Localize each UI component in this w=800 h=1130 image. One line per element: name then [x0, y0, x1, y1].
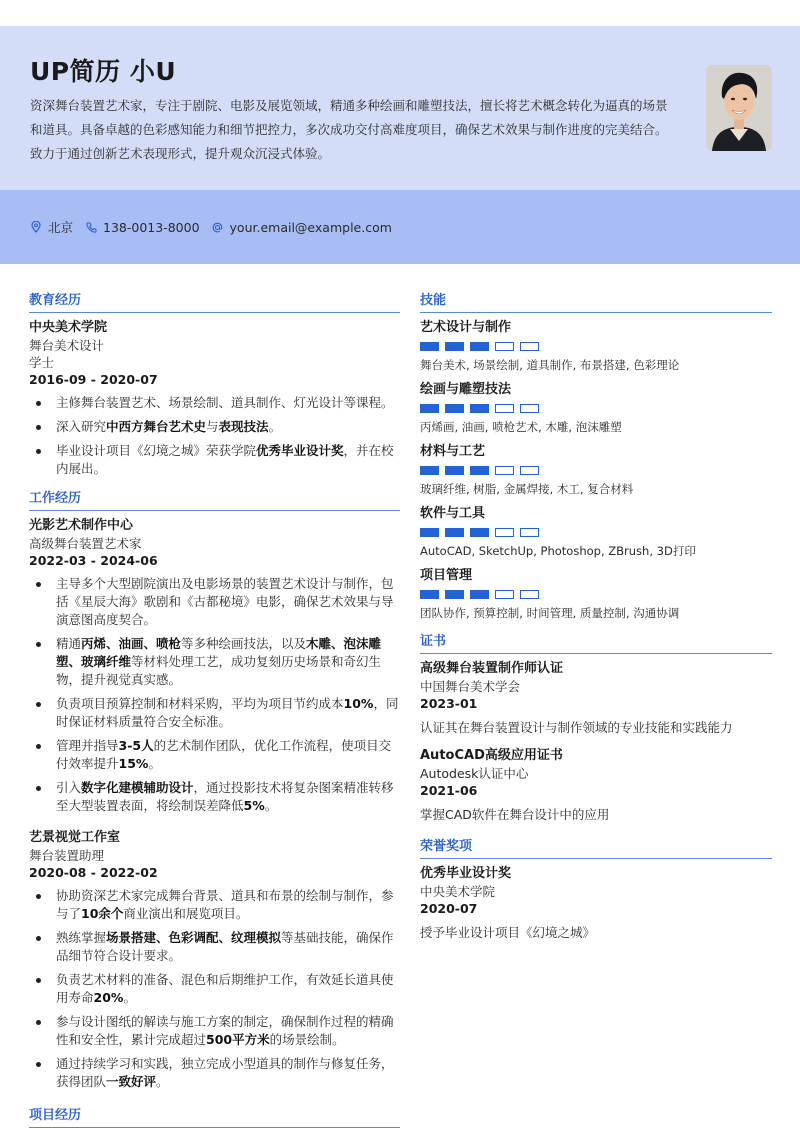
award-name: 优秀毕业设计奖: [420, 866, 512, 881]
certificate-date: 2023-01: [420, 696, 478, 711]
skill-item: [420, 381, 772, 435]
skill-level-meter: [420, 404, 772, 413]
school-name: 中央美术学院: [29, 320, 108, 335]
certificate-issuer: Autodesk认证中心: [420, 766, 529, 781]
skill-tags: AutoCAD, SketchUp, Photoshop, ZBrush, 3D打印: [420, 544, 696, 558]
skill-name: 项目管理: [420, 568, 473, 583]
level-filled-icon: [420, 404, 439, 413]
bullet-text: 主导多个大型剧院演出及电影场景的装置艺术设计与制作，包括《星辰大海》歌剧和《古都秘境》电影，确保艺术效果与导演意图高度契合。: [56, 576, 394, 627]
skill-name: 软件与工具: [420, 506, 486, 521]
avatar-photo-icon: [706, 65, 772, 151]
education-bullets: [29, 394, 400, 478]
skill-item: [420, 567, 772, 621]
level-empty-icon: [520, 404, 539, 413]
bullet-item: [29, 779, 400, 815]
bullet-text: 。: [268, 419, 282, 434]
section-title-education: 教育经历: [29, 292, 400, 313]
resume-body: [0, 264, 800, 1130]
avatar: [706, 65, 772, 151]
bullet-text: 主修舞台装置艺术、场景绘制、道具制作、灯光设计等课程。: [56, 395, 394, 410]
certificate-name: AutoCAD高级应用证书: [420, 748, 563, 763]
highlight-text: 数字化建模辅助设计: [81, 780, 194, 795]
bullet-item: [29, 929, 400, 965]
skill-level-meter: [420, 590, 772, 599]
award-issuer: 中央美术学院: [420, 884, 496, 899]
bullet-text: 的艺术制作团队，优化工作流程，使项目交付效率提升: [56, 738, 392, 771]
left-column: [29, 292, 400, 1130]
skill-tags: 舞台美术, 场景绘制, 道具制作, 布景搭建, 色彩理论: [420, 358, 680, 372]
bullet-text: 负责艺术材料的准备、混色和后期维护工作，有效延长道具使用寿命: [56, 972, 394, 1005]
level-empty-icon: [495, 342, 514, 351]
highlight-text: 场景搭建、色彩调配、纹理模拟: [106, 930, 282, 945]
contact-bar: [0, 190, 800, 264]
education-section: [29, 292, 400, 478]
award-entry: [420, 865, 772, 942]
level-empty-icon: [520, 528, 539, 537]
section-title-certificates: 证书: [420, 633, 772, 654]
work-bullets: [29, 887, 400, 1091]
certificate-description: 认证其在舞台装置设计与制作领域的专业技能和实践能力: [420, 720, 733, 735]
skill-name: 绘画与雕塑技法: [420, 382, 512, 397]
bullet-item: [29, 418, 400, 436]
bullet-text: 深入研究: [56, 419, 107, 434]
bullet-text: ，同时保证材料质量符合安全标准。: [56, 696, 399, 729]
map-pin-icon: [30, 221, 42, 233]
level-filled-icon: [445, 404, 464, 413]
bullet-item: [29, 737, 400, 773]
degree: 学士: [29, 355, 55, 370]
location-text: 北京: [48, 220, 74, 235]
highlight-text: 10余个: [81, 906, 124, 921]
certificate-entry: [420, 747, 772, 824]
profile-summary: 资深舞台装置艺术家，专注于剧院、电影及展览领域，精通多种绘画和雕塑技法，擅长将艺术概念转化为逼真的场景和道具。具备卓越的色彩感知能力和细节把控力，多次成功交付高难度项目，确保艺术效果与制作进度的完美结合。致力于通过创新艺术表现形式，提升观众沉浸式体验。: [30, 98, 668, 161]
work-date: 2020-08 - 2022-02: [29, 865, 158, 880]
work-entry: [29, 829, 400, 1091]
level-filled-icon: [445, 342, 464, 351]
bullet-text: ，通过投影技术将复杂图案精准转移至大型装置表面，将绘制误差降低: [56, 780, 394, 813]
awards-section: [420, 838, 772, 942]
certificate-entry: [420, 660, 772, 737]
highlight-text: 20%: [93, 990, 124, 1005]
bullet-item: [29, 442, 400, 478]
section-title-skills: 技能: [420, 292, 772, 313]
bullet-text: 引入: [56, 780, 82, 795]
contact-location: [30, 218, 73, 236]
level-filled-icon: [445, 590, 464, 599]
bullet-text: 商业演出和展览项目。: [123, 906, 249, 921]
highlight-text: 500平方米: [206, 1032, 270, 1047]
certificate-name: 高级舞台装置制作师认证: [420, 661, 564, 676]
highlight-text: 3-5人: [118, 738, 154, 753]
highlight-text: 10%: [343, 696, 374, 711]
skill-item: [420, 443, 772, 497]
highlight-text: 优秀毕业设计奖: [256, 443, 344, 458]
highlight-text: 5%: [243, 798, 265, 813]
bullet-text: 参与设计图纸的解读与施工方案的制定，确保制作过程的精确性和安全性，累计完成超过: [56, 1014, 394, 1047]
candidate-name: UP简历 小U: [30, 57, 177, 86]
bullet-text: ，并在校内展出。: [56, 443, 394, 476]
bullet-item: [29, 575, 400, 629]
work-entry: [29, 517, 400, 815]
bullet-text: 精通: [56, 636, 82, 651]
bullet-text: 等材料处理工艺，成功复刻历史场景和奇幻生物，提升视觉真实感。: [56, 654, 382, 687]
section-title-projects: 项目经历: [29, 1107, 400, 1128]
level-empty-icon: [495, 466, 514, 475]
skill-tags: 团队协作, 预算控制, 时间管理, 质量控制, 沟通协调: [420, 606, 680, 620]
skill-level-meter: [420, 342, 772, 351]
level-empty-icon: [520, 590, 539, 599]
level-filled-icon: [420, 466, 439, 475]
bullet-text: 管理并指导: [56, 738, 119, 753]
section-title-awards: 荣誉奖项: [420, 838, 772, 859]
skill-level-meter: [420, 466, 772, 475]
skill-name: 材料与工艺: [420, 444, 486, 459]
certificate-date: 2021-06: [420, 783, 478, 798]
skills-section: [420, 292, 772, 621]
bullet-text: 等基础技能，确保作品细节符合设计要求。: [56, 930, 394, 963]
bullet-text: 。: [123, 990, 136, 1005]
company-name: 光影艺术制作中心: [29, 518, 134, 533]
education-date: 2016-09 - 2020-07: [29, 372, 158, 387]
level-empty-icon: [520, 466, 539, 475]
bullet-text: 毕业设计项目《幻境之城》荣获学院: [56, 443, 257, 458]
skill-tags: 玻璃纤维, 树脂, 金属焊接, 木工, 复合材料: [420, 482, 634, 496]
highlight-text: 表现技法: [218, 419, 269, 434]
section-title-work: 工作经历: [29, 490, 400, 511]
bullet-text: 通过持续学习和实践，独立完成小型道具的制作与修复任务，获得团队: [56, 1056, 394, 1089]
company-name: 艺景视觉工作室: [29, 830, 121, 845]
level-filled-icon: [470, 466, 489, 475]
bullet-text: 协助资深艺术家完成舞台背景、道具和布景的绘制与制作，参与了: [56, 888, 394, 921]
highlight-text: 一致好评: [106, 1074, 157, 1089]
skill-tags: 丙烯画, 油画, 喷枪艺术, 木雕, 泡沫雕塑: [420, 420, 622, 434]
job-role: 高级舞台装置艺术家: [29, 536, 142, 551]
phone-icon: [85, 221, 97, 233]
award-description: 授予毕业设计项目《幻境之城》: [420, 925, 596, 940]
right-column: [420, 292, 772, 1130]
bullet-text: 的场景绘制。: [269, 1032, 345, 1047]
resume-header: [0, 26, 800, 190]
bullet-text: 等多种绘画技法，以及: [181, 636, 307, 651]
email-text: your.email@example.com: [229, 219, 392, 235]
work-date: 2022-03 - 2024-06: [29, 553, 158, 568]
skill-level-meter: [420, 528, 772, 537]
highlight-text: 15%: [118, 756, 149, 771]
award-date: 2020-07: [420, 901, 478, 916]
level-filled-icon: [470, 590, 489, 599]
level-empty-icon: [495, 590, 514, 599]
bullet-item: [29, 695, 400, 731]
major: 舞台美术设计: [29, 338, 105, 353]
at-sign-icon: [212, 221, 224, 233]
level-filled-icon: [420, 528, 439, 537]
level-filled-icon: [445, 528, 464, 537]
skills-list: [420, 319, 772, 621]
bullet-text: 。: [264, 798, 278, 813]
level-empty-icon: [495, 404, 514, 413]
certificate-description: 掌握CAD软件在舞台设计中的应用: [420, 807, 610, 822]
bullet-text: 熟练掌握: [56, 930, 107, 945]
level-empty-icon: [495, 528, 514, 537]
job-role: 舞台装置助理: [29, 848, 105, 863]
work-section: [29, 490, 400, 1091]
projects-section: [29, 1107, 400, 1128]
bullet-item: [29, 394, 400, 412]
education-entry: [29, 319, 400, 478]
work-bullets: [29, 575, 400, 815]
level-filled-icon: [470, 404, 489, 413]
bullet-text: 负责项目预算控制和材料采购，平均为项目节约成本: [56, 696, 344, 711]
contact-phone[interactable]: [85, 220, 200, 235]
level-filled-icon: [420, 590, 439, 599]
bullet-item: [29, 635, 400, 689]
contact-email[interactable]: [212, 220, 392, 235]
highlight-text: 丙烯、油画、喷枪: [81, 636, 182, 651]
level-filled-icon: [470, 342, 489, 351]
level-filled-icon: [470, 528, 489, 537]
bullet-text: 。: [148, 756, 161, 771]
level-filled-icon: [445, 466, 464, 475]
skill-item: [420, 319, 772, 373]
top-margin: [0, 0, 800, 26]
level-empty-icon: [520, 342, 539, 351]
skill-name: 艺术设计与制作: [420, 320, 512, 335]
bullet-text: 。: [156, 1074, 169, 1089]
phone-text: 138-0013-8000: [103, 219, 200, 235]
bullet-item: [29, 1013, 400, 1049]
bullet-item: [29, 887, 400, 923]
bullet-item: [29, 971, 400, 1007]
skill-item: [420, 505, 772, 559]
bullet-text: 与: [206, 419, 219, 434]
bullet-item: [29, 1055, 400, 1091]
certificate-issuer: 中国舞台美术学会: [420, 679, 521, 694]
certificates-section: [420, 633, 772, 824]
level-filled-icon: [420, 342, 439, 351]
highlight-text: 中西方舞台艺术史: [106, 419, 207, 434]
highlight-text: 木雕、泡沫雕塑、玻璃纤维: [56, 636, 382, 669]
